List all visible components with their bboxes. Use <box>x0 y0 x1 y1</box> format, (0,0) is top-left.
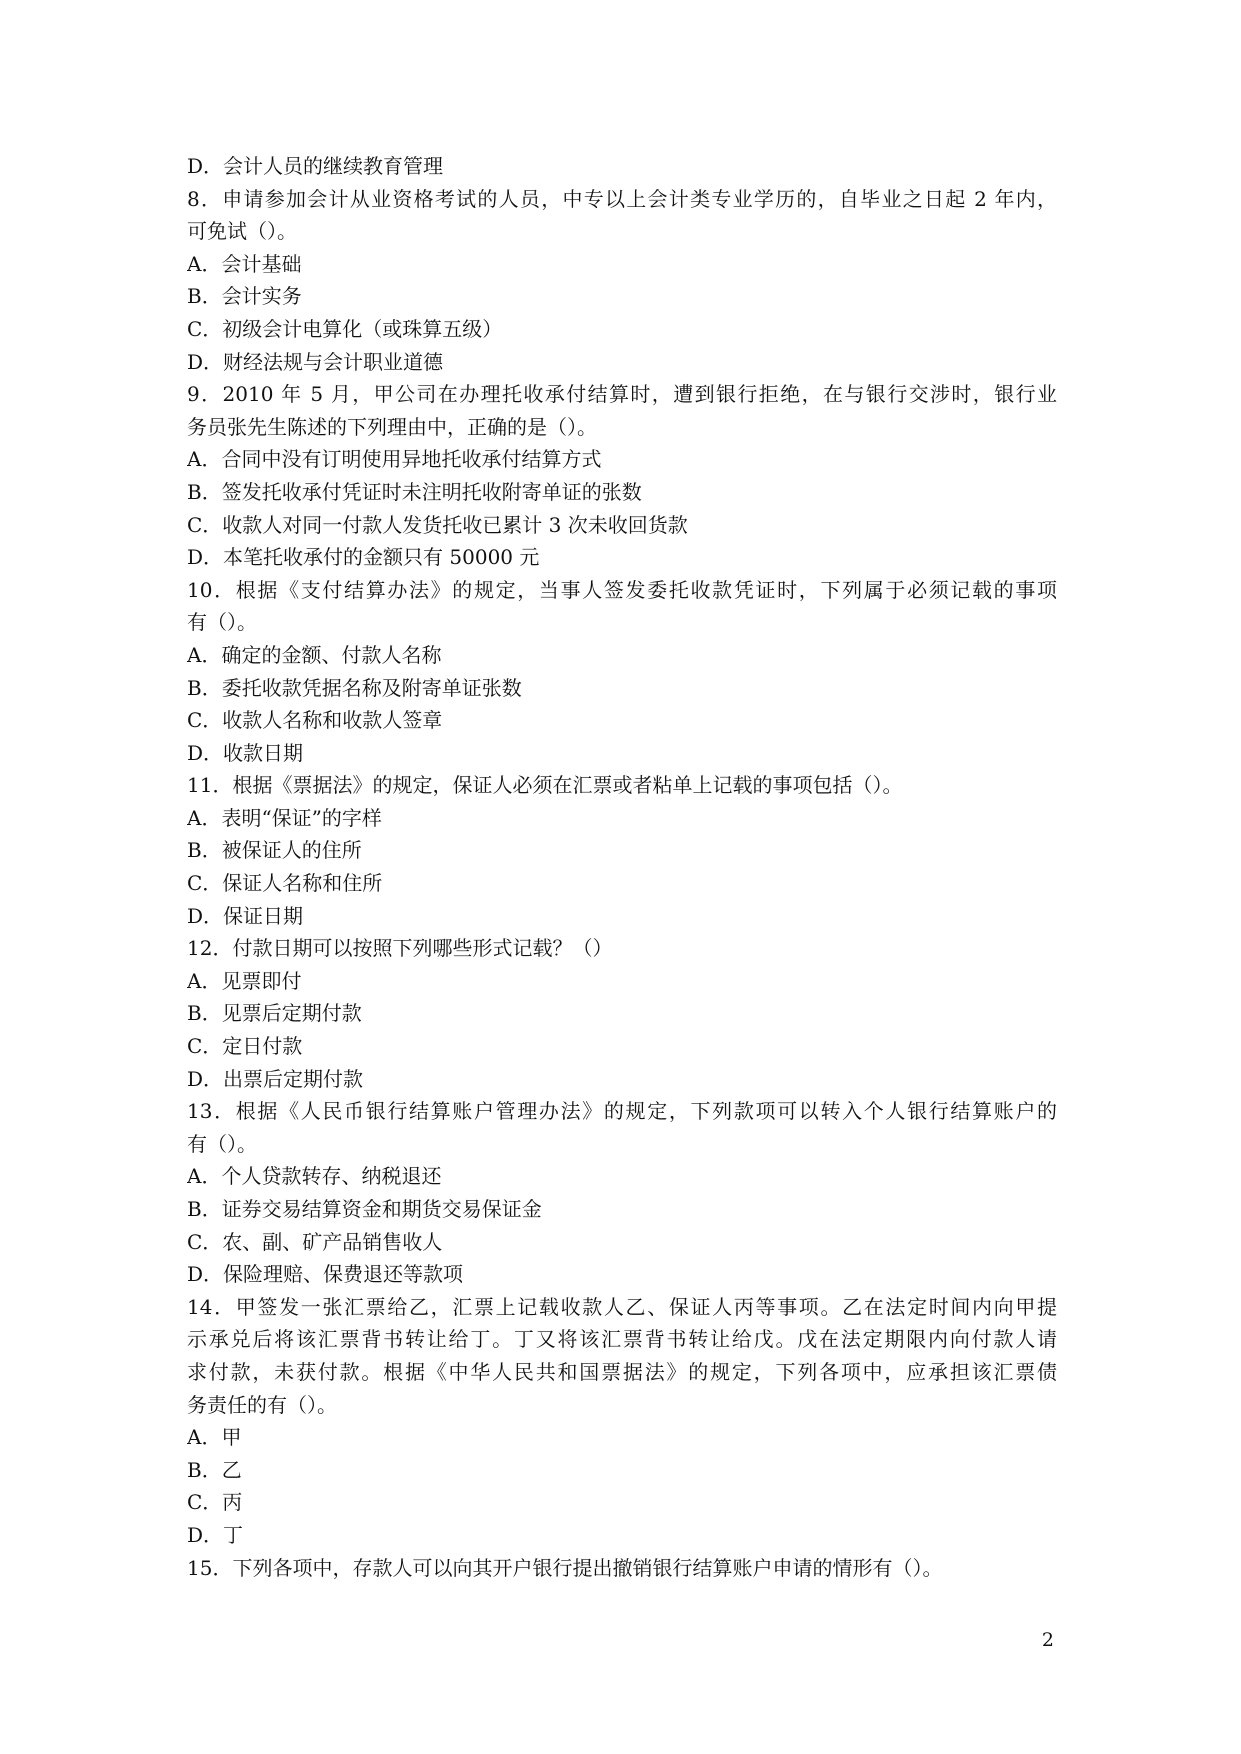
text-line: B．会计实务 <box>187 284 302 309</box>
text-line: C．农、副、矿产品销售收人 <box>187 1229 443 1254</box>
text-line: A．合同中没有订明使用异地托收承付结算方式 <box>187 447 602 472</box>
text-line: B．签发托收承付凭证时未注明托收附寄单证的张数 <box>187 479 642 504</box>
text-line: B．见票后定期付款 <box>187 1001 362 1026</box>
text-line: B．证券交易结算资金和期货交易保证金 <box>187 1197 542 1221</box>
text-line: D．本笔托收承付的金额只有 50000 元 <box>187 545 540 570</box>
text-line: 有（）。 <box>187 1131 257 1156</box>
text-line: 14．甲签发一张汇票给乙，汇票上记载收款人乙、保证人丙等事项。乙在法定时间内向甲提 <box>187 1294 1057 1319</box>
text-line: C．定日付款 <box>187 1034 303 1059</box>
text-line: C．初级会计电算化（或珠算五级） <box>187 316 503 341</box>
text-line: C．收款人名称和收款人签章 <box>187 708 443 733</box>
text-line: B．委托收款凭据名称及附寄单证张数 <box>187 675 522 700</box>
text-line: 8．申请参加会计从业资格考试的人员，中专以上会计类专业学历的，自毕业之日起 2 年内， <box>187 186 1057 211</box>
text-line: A．个人贷款转存、纳税退还 <box>187 1164 442 1189</box>
text-line: 15．下列各项中，存款人可以向其开户银行提出撤销银行结算账户申请的情形有（）。 <box>187 1555 943 1580</box>
page-body-text <box>187 150 1057 1584</box>
text-line: C．收款人对同一付款人发货托收已累计 3 次未收回货款 <box>187 512 688 537</box>
text-line: B．被保证人的住所 <box>187 838 362 863</box>
text-line: D．保证日期 <box>187 903 304 928</box>
text-line: D．出票后定期付款 <box>187 1066 364 1091</box>
text-line: B．乙 <box>187 1457 242 1482</box>
text-line: 可免试（）。 <box>187 219 297 244</box>
text-line: D．会计人员的继续教育管理 <box>187 154 444 178</box>
text-line: A．甲 <box>187 1425 242 1450</box>
text-line: 务员张先生陈述的下列理由中，正确的是（）。 <box>187 414 597 439</box>
text-line: D．丁 <box>187 1522 244 1547</box>
text-line: A．表明“保证”的字样 <box>187 805 382 830</box>
text-line: 示承兑后将该汇票背书转让给丁。丁又将该汇票背书转让给戊。戊在法定期限内向付款人请 <box>187 1327 1057 1352</box>
text-line: 有（）。 <box>187 610 257 635</box>
text-line: C．保证人名称和住所 <box>187 871 383 896</box>
text-line: 11．根据《票据法》的规定，保证人必须在汇票或者粘单上记载的事项包括（）。 <box>187 773 903 798</box>
text-line: 13．根据《人民币银行结算账户管理办法》的规定，下列款项可以转入个人银行结算账户的 <box>187 1099 1057 1124</box>
text-line: A．见票即付 <box>187 968 302 993</box>
text-line: A．会计基础 <box>187 251 302 276</box>
text-line: 务责任的有（）。 <box>187 1392 337 1417</box>
text-line: 12．付款日期可以按照下列哪些形式记载？（） <box>187 936 613 961</box>
text-line: D．财经法规与会计职业道德 <box>187 349 444 374</box>
text-line: D．收款日期 <box>187 740 304 765</box>
page-number: 2 <box>1041 1629 1054 1651</box>
text-line: A．确定的金额、付款人名称 <box>187 642 442 667</box>
text-line: 9．2010 年 5 月，甲公司在办理托收承付结算时，遭到银行拒绝，在与银行交涉时，银行业 <box>187 382 1057 407</box>
text-line: 10．根据《支付结算办法》的规定，当事人签发委托收款凭证时，下列属于必须记载的事项 <box>187 577 1057 602</box>
text-line: D．保险理赔、保费退还等款项 <box>187 1262 464 1287</box>
text-line: C．丙 <box>187 1490 243 1515</box>
text-line: 求付款，未获付款。根据《中华人民共和国票据法》的规定，下列各项中，应承担该汇票债 <box>187 1359 1057 1384</box>
